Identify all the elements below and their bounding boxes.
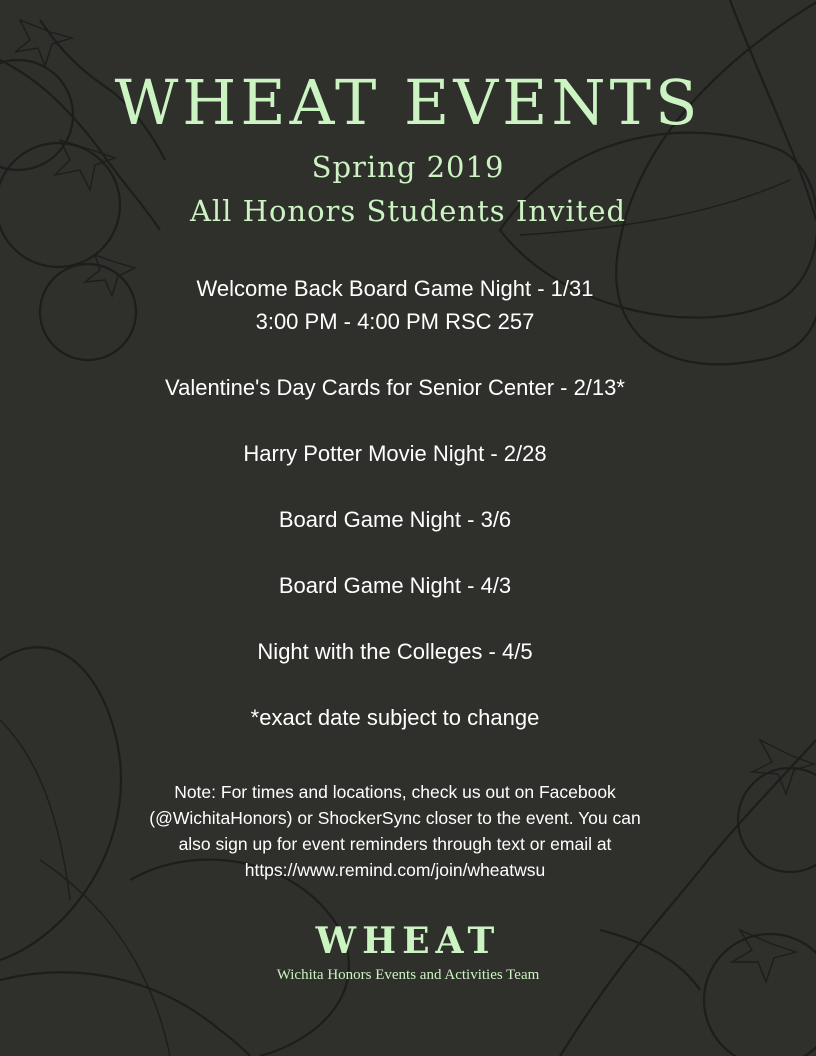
footnote: *exact date subject to change xyxy=(250,705,540,730)
event-title: Welcome Back Board Game Night - 1/31 xyxy=(196,276,594,301)
logo-tagline: Wichita Honors Events and Activities Team xyxy=(276,967,540,983)
event-time-location: 3:00 PM - 4:00 PM RSC 257 xyxy=(255,309,535,334)
wheat-logo: WHEAT xyxy=(315,920,501,962)
event-item xyxy=(100,272,690,338)
event-item: Harry Potter Movie Night - 2/28 xyxy=(243,441,547,466)
event-item: Night with the Colleges - 4/5 xyxy=(257,639,533,664)
event-item: Valentine's Day Cards for Senior Center - 2/13* xyxy=(165,375,625,400)
info-note: Note: For times and locations, check us out on Facebook (@WichitaHonors) or ShockerSync closer to the event. You can also sign up for event reminders through text or email at https://www.remind.com/join/wheatwsu xyxy=(149,782,641,880)
event-item: Board Game Night - 3/6 xyxy=(278,507,512,532)
event-item: Board Game Night - 4/3 xyxy=(278,573,512,598)
invite-subtitle: All Honors Students Invited xyxy=(189,194,627,228)
page-title: WHEAT EVENTS xyxy=(114,66,702,139)
season-subtitle: Spring 2019 xyxy=(311,150,505,184)
